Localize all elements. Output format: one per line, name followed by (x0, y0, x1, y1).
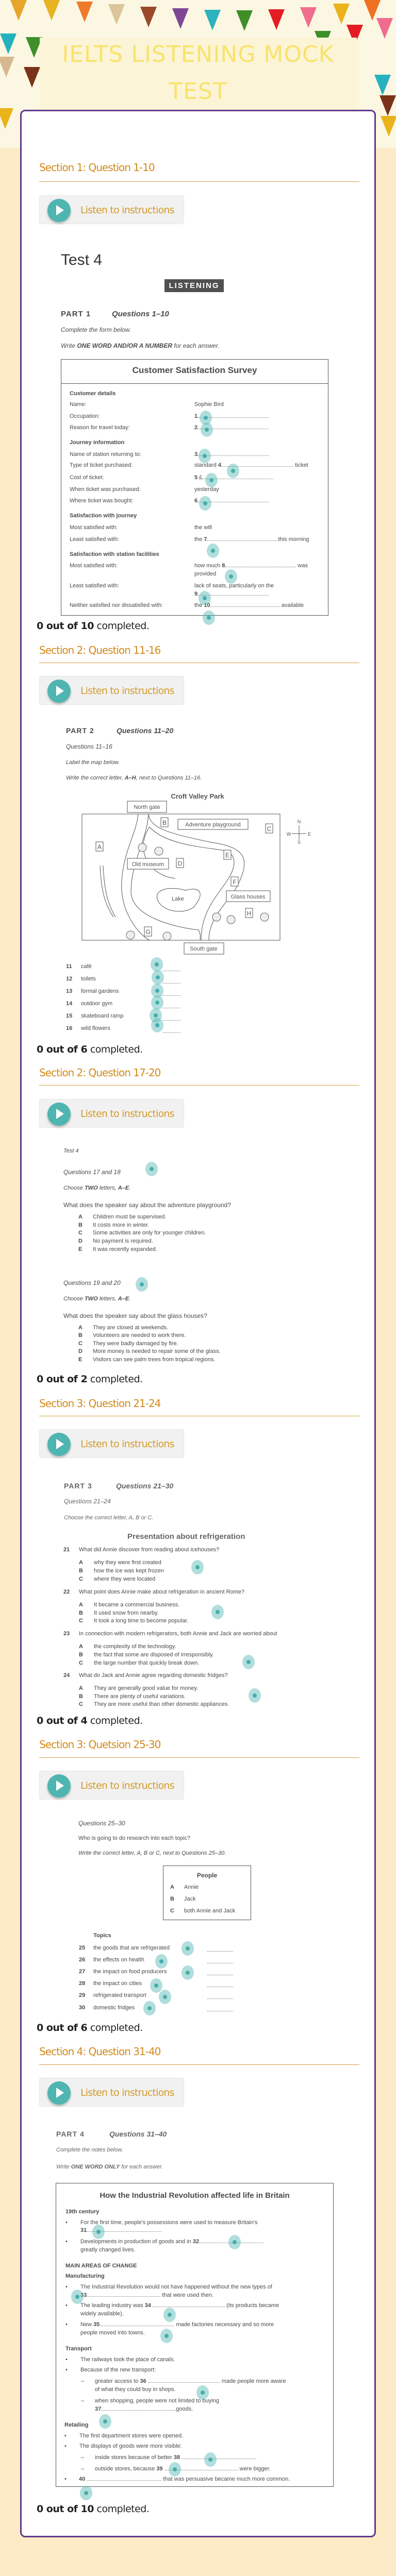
answer-blank-29 (207, 1994, 233, 1999)
answer-hotspot-4[interactable] (227, 464, 239, 478)
notes-title: How the Industrial Revolution affected life in Britain (100, 2191, 290, 2200)
topics-title: Topics (93, 1933, 111, 1939)
dash-icon: – (81, 2454, 85, 2461)
answer-hotspot-14[interactable] (151, 995, 163, 1010)
answer-blank-4: standard 4 ticket (194, 462, 308, 468)
section-4-title: Section 4: Question 31-40 (39, 2045, 161, 2058)
completion-status: 0 out of 4 completed. (37, 1715, 143, 1726)
form-label: Name: (70, 401, 87, 408)
answer-hotspot-16[interactable] (151, 1018, 163, 1032)
topic: the impact on cities (93, 1980, 142, 1987)
svg-text:B: B (162, 819, 167, 826)
answer-hotspot-11[interactable] (151, 957, 163, 972)
form-value: yesterday (194, 486, 219, 493)
svg-text:G: G (145, 928, 151, 936)
answer-hotspot-39[interactable] (169, 2462, 181, 2477)
bullet-icon: • (65, 2321, 68, 2328)
part-questions: Questions 21–30 (116, 1482, 174, 1490)
topic: domestic fridges (93, 2005, 135, 2011)
form-value: provided (194, 571, 217, 577)
map-north-gate: North gate (134, 804, 160, 810)
option: It took a long time to become popular. (94, 1618, 189, 1624)
completion-status: 0 out of 6 completed. (37, 1044, 143, 1055)
answer-hotspot-12[interactable] (152, 970, 164, 985)
form-label: When ticket was purchased: (70, 486, 141, 493)
dash-icon: – (81, 2398, 85, 2404)
answer-hotspot-22[interactable] (211, 1605, 224, 1619)
form-label: Least satisfied with: (70, 536, 119, 543)
map-lake-label: Lake (172, 896, 184, 902)
item-label: wild flowers (81, 1025, 110, 1031)
notes-heading: Retailing (64, 2422, 89, 2428)
part-label: PART 1 (61, 310, 91, 318)
form-label: Occupation: (70, 413, 100, 419)
form-value: Sophie Bird (194, 401, 224, 408)
listen-label: Listen to instructions (80, 1780, 174, 1791)
instruction: Write the correct letter, A–H, next to Questions 11–16. (66, 775, 202, 781)
bullet-icon: • (65, 2219, 68, 2226)
answer-hotspot-25[interactable] (182, 1941, 194, 1956)
question-text: Who is going to do research into each topic? (78, 1835, 191, 1841)
bullet-icon: • (65, 2357, 68, 2363)
answer-hotspot-21[interactable] (191, 1560, 204, 1574)
option: how the ice was kept frozen (94, 1568, 164, 1574)
answer-hotspot-24[interactable] (249, 1688, 261, 1703)
sub-heading: Questions 25–30 (78, 1820, 125, 1827)
dash-icon: – (81, 2378, 85, 2384)
part-questions: Questions 1–10 (112, 310, 169, 318)
map-old-museum: Old museum (131, 861, 164, 868)
option: They were badly damaged by fire. (93, 1341, 178, 1347)
answer-blank-3: 3 (194, 451, 269, 457)
page-title: IELTS LISTENING MOCK (62, 41, 334, 67)
bullet-icon: • (64, 2476, 67, 2482)
form-label: Type of ticket purchased: (70, 462, 133, 468)
question-text: What does the speaker say about the glass houses? (63, 1312, 207, 1319)
map-road-west (122, 814, 201, 940)
completion-status: 0 out of 10 completed. (37, 620, 150, 632)
completion-status: 0 out of 2 completed. (37, 1374, 143, 1385)
listen-label: Listen to instructions (80, 1438, 174, 1450)
sub-heading: Questions 21–24 (64, 1498, 111, 1505)
answer-blank-27 (207, 1971, 233, 1975)
answer-hotspot-32[interactable] (228, 2235, 241, 2249)
form-heading: Customer details (70, 391, 116, 397)
answer-hotspot-30[interactable] (143, 2001, 156, 2015)
answer-hotspot-6[interactable] (199, 496, 211, 511)
park-map (72, 788, 320, 956)
svg-text:S: S (297, 840, 301, 845)
answer-blank-26 (207, 1959, 233, 1963)
section-1-title: Section 1: Question 1-10 (39, 161, 155, 174)
listen-instructions-button[interactable] (39, 1099, 184, 1128)
svg-text:F: F (233, 878, 237, 886)
sub-heading: Questions 19 and 20 (63, 1279, 121, 1286)
answer-blank-32: Developments in production of goods and in 32 (80, 2239, 263, 2245)
part-questions: Questions 11–20 (117, 726, 174, 735)
option: No payment is required. (93, 1238, 153, 1244)
option: Visitors can see palm trees from tropical regions. (93, 1357, 216, 1363)
svg-text:E: E (307, 832, 311, 837)
map-adventure-playground: Adventure playground (185, 822, 241, 828)
map-title: Croft Valley Park (171, 792, 224, 800)
play-icon (47, 199, 71, 222)
notes-heading: Transport (65, 2346, 92, 2352)
answer-blank-37: 37 goods. (95, 2406, 193, 2412)
form-label: Neither satisfied nor dissatisfied with: (70, 602, 163, 608)
answer-blank-6: 6 (194, 498, 269, 504)
section-2-title: Section 2: Question 11-16 (39, 644, 161, 656)
item-label: outdoor gym (81, 1001, 113, 1007)
option: where they were located (94, 1576, 156, 1582)
listen-label: Listen to instructions (80, 1108, 174, 1120)
item-label: toilets (81, 976, 96, 982)
divider (61, 383, 328, 384)
answer-blank-15 (162, 1016, 180, 1021)
answer-blank-36: greater access to 36 made people more aware (95, 2378, 286, 2384)
form-label: Most satisfied with: (70, 524, 118, 531)
answer-blank-7: the 7 this morning (194, 536, 309, 543)
instruction: Write the correct letter, A, B or C, next to Questions 25–30. (78, 1850, 226, 1856)
answer-blank-14 (162, 1004, 180, 1008)
completion-status: 0 out of 10 completed. (37, 2503, 150, 2515)
option: It costs more in winter. (93, 1222, 150, 1228)
heading: Presentation about refrigeration (127, 1532, 245, 1541)
answer-blank-38: inside stores because of better 38 (95, 2454, 256, 2461)
instruction: Write ONE WORD AND/OR A NUMBER for each answer. (61, 342, 220, 349)
answer-hotspot-37[interactable] (99, 2414, 111, 2429)
option: Some activities are only for younger children. (93, 1230, 206, 1236)
sub-heading: Questions 11–16 (66, 743, 112, 750)
people-title: People (196, 1872, 218, 1879)
part-label: PART 4 (56, 2130, 85, 2138)
instruction: Choose the correct letter, A, B or C. (64, 1515, 154, 1521)
answer-blank-31: 31 (80, 2227, 161, 2233)
section-2b-title: Section 2: Question 17-20 (39, 1066, 161, 1079)
instruction: Label the map below. (66, 759, 120, 766)
part-questions: Questions 31–40 (109, 2130, 167, 2138)
divider (39, 181, 359, 182)
listen-instructions-button[interactable] (39, 195, 184, 224)
topic: the goods that are refrigerated (93, 1945, 170, 1951)
form-label: Reason for travel today: (70, 425, 130, 431)
topic: the effects on health (93, 1957, 144, 1963)
option: They are closed at weekends. (93, 1325, 169, 1331)
option: There are plenty of useful variations. (94, 1693, 186, 1700)
instruction: Complete the notes below. (56, 2147, 123, 2153)
answer-blank-25 (207, 1947, 233, 1952)
answer-blank-39: outside stores, because 39 were bigger. (95, 2466, 271, 2472)
question-text: In connection with modern refrigerators, both Annie and Jack are worried about (79, 1631, 277, 1637)
answer-blank-9: 9 (194, 591, 269, 597)
answer-blank-8: how much 8 was (194, 563, 308, 569)
part-label: PART 2 (66, 726, 94, 735)
answer-hotspot-17-18[interactable] (145, 1162, 158, 1176)
answer-hotspot-38[interactable] (204, 2452, 217, 2467)
item-label: café (81, 963, 92, 970)
answer-hotspot-3[interactable] (199, 449, 211, 463)
notes-heading: 19th century (65, 2209, 100, 2215)
answer-hotspot-40[interactable] (80, 2486, 92, 2500)
answer-hotspot-10[interactable] (203, 611, 215, 625)
completion-status: 0 out of 6 completed. (37, 2022, 143, 2033)
form-value: lack of seats, particularly on the (194, 583, 274, 589)
answer-blank-10: the 10 available (194, 602, 304, 608)
sub-heading: Questions 17 and 18 (63, 1168, 121, 1176)
topic: the impact on food producers (93, 1969, 167, 1975)
play-icon (47, 2081, 71, 2105)
person-option: both Annie and Jack (184, 1908, 236, 1914)
answer-blank-1: 1 (194, 413, 269, 419)
play-icon (47, 1774, 71, 1798)
divider (39, 1757, 359, 1758)
answer-blank-33: 33 that were used then. (80, 2292, 213, 2298)
form-value: the wifi (194, 524, 212, 531)
map-boundary (82, 814, 280, 940)
option: They are more useful than other domestic appliances. (94, 1701, 229, 1707)
answer-hotspot-8[interactable] (225, 569, 237, 584)
listening-badge: LISTENING (164, 279, 224, 292)
option: They are generally good value for money. (94, 1685, 199, 1691)
map-path (100, 866, 116, 917)
notes-heading: MAIN AREAS OF CHANGE (65, 2263, 137, 2269)
instruction: Choose TWO letters, A–E. (63, 1296, 131, 1302)
answer-hotspot-23[interactable] (242, 1655, 255, 1669)
answer-blank-28 (207, 1982, 233, 1987)
option: It was recently expanded. (93, 1246, 157, 1252)
answer-blank-16 (162, 1028, 180, 1033)
bullet-icon: • (64, 2443, 67, 2449)
page-title-line2: TEST (169, 78, 227, 105)
form-label: Most satisfied with: (70, 563, 118, 569)
answer-blank-30 (207, 2007, 233, 2011)
compass-icon (287, 819, 311, 845)
answer-hotspot-5[interactable] (205, 473, 218, 487)
listen-label: Listen to instructions (80, 2087, 174, 2098)
map-labels (96, 801, 273, 954)
bullet-icon: • (65, 2302, 68, 2309)
option: Volunteers are needed to work there. (93, 1332, 186, 1338)
option: More money is needed to repair some of the glass. (93, 1348, 221, 1354)
listen-label: Listen to instructions (80, 205, 174, 216)
notes-heading: Manufacturing (65, 2273, 105, 2279)
answer-hotspot-28[interactable] (150, 1978, 162, 1993)
bullet-icon: • (65, 2239, 68, 2245)
section-3-title: Section 3: Question 21-24 (39, 1397, 161, 1410)
svg-text:W: W (286, 832, 291, 837)
instruction: Choose TWO letters, A–E. (63, 1185, 131, 1191)
answer-hotspot-26[interactable] (155, 1954, 168, 1969)
question-text: What does the speaker say about the adventure playground? (63, 1201, 231, 1209)
answer-hotspot-19-20[interactable] (136, 1277, 148, 1292)
form-heading: Satisfaction with journey (70, 513, 137, 519)
listen-instructions-button[interactable] (39, 1429, 184, 1458)
instruction: Complete the form below. (61, 326, 131, 333)
listen-instructions-button[interactable] (39, 1771, 184, 1800)
answer-hotspot-7[interactable] (207, 544, 219, 558)
answer-hotspot-9[interactable] (199, 591, 211, 605)
divider (39, 1085, 359, 1086)
listen-label: Listen to instructions (80, 685, 174, 697)
svg-text:D: D (177, 860, 183, 867)
survey-title: Customer Satisfaction Survey (132, 365, 257, 375)
answer-hotspot-35[interactable] (160, 2329, 173, 2343)
bullet-icon: • (65, 2367, 68, 2373)
answer-blank-40: 40 that was persuasive became much more common. (79, 2476, 290, 2482)
play-icon (47, 680, 71, 703)
answer-hotspot-2[interactable] (201, 422, 213, 437)
map-letters (97, 819, 272, 936)
form-heading: Satisfaction with station facilities (70, 551, 159, 557)
item-label: formal gardens (81, 988, 119, 994)
option: the fact that some are disposed of irresponsibly. (94, 1652, 214, 1658)
answer-hotspot-29[interactable] (159, 1990, 171, 2004)
listen-instructions-button[interactable] (39, 2078, 184, 2107)
bullet-icon: • (65, 2284, 68, 2290)
answer-hotspot-27[interactable] (182, 1965, 194, 1980)
answer-blank-2: 2 (194, 425, 269, 431)
form-label: Name of station returning to: (70, 451, 141, 457)
question-text: What did Annie discover from reading about icehouses? (79, 1547, 220, 1553)
listen-instructions-button[interactable] (39, 676, 184, 705)
form-label: Least satisfied with: (70, 583, 119, 589)
divider (39, 2064, 359, 2065)
item-label: skateboard ramp (81, 1013, 124, 1019)
answer-blank-13 (162, 991, 180, 996)
option: Children must be supervised. (93, 1214, 167, 1220)
svg-text:A: A (97, 843, 102, 851)
answer-hotspot-36[interactable] (196, 2385, 209, 2400)
form-label: Where ticket was bought: (70, 498, 134, 504)
svg-text:H: H (246, 910, 252, 917)
answer-hotspot-31[interactable] (92, 2225, 105, 2239)
map-glass-houses: Glass houses (230, 894, 266, 900)
svg-text:C: C (267, 825, 272, 833)
answer-blank-34: The leading industry was 34 (its products became (80, 2302, 279, 2309)
question-text: What point does Annie make about refrigeration in ancient Rome? (79, 1589, 245, 1595)
answer-hotspot-33[interactable] (71, 2290, 84, 2304)
option: the large number that quickly break down. (94, 1660, 200, 1666)
instruction: Write ONE WORD ONLY for each answer. (56, 2164, 163, 2170)
test-heading: Test 4 (61, 251, 103, 268)
answer-blank-11 (162, 967, 180, 971)
question-text: What do Jack and Annie agree regarding domestic fridges? (79, 1672, 228, 1679)
play-icon (47, 1433, 71, 1456)
svg-text:N: N (297, 819, 301, 824)
part-label: PART 3 (64, 1482, 92, 1490)
form-heading: Journey information (70, 439, 125, 446)
option: It became a commercial business. (94, 1602, 180, 1608)
test-label: Test 4 (63, 1148, 79, 1154)
option: why they were first created (94, 1560, 161, 1566)
svg-text:E: E (225, 852, 230, 859)
answer-blank-12 (162, 979, 180, 984)
section-3b-title: Section 3: Quetsion 25-30 (39, 1738, 161, 1751)
answer-blank-35: New 35 made factories necessary and so more (80, 2321, 274, 2328)
person-option: Annie (184, 1884, 199, 1890)
bullet-icon: • (64, 2433, 67, 2439)
compass-arrows (292, 825, 306, 840)
option: the complexity of the technology. (94, 1643, 176, 1650)
topic: refrigerated transport (93, 1992, 146, 1998)
option: It used snow from nearby. (94, 1610, 159, 1616)
person-option: Jack (184, 1896, 196, 1902)
play-icon (47, 1103, 71, 1126)
map-south-gate: South gate (190, 946, 218, 952)
dash-icon: – (81, 2466, 85, 2472)
answer-blank-5: 5 £ (194, 474, 273, 481)
form-label: Cost of ticket: (70, 474, 104, 481)
answer-hotspot-34[interactable] (163, 2308, 176, 2322)
